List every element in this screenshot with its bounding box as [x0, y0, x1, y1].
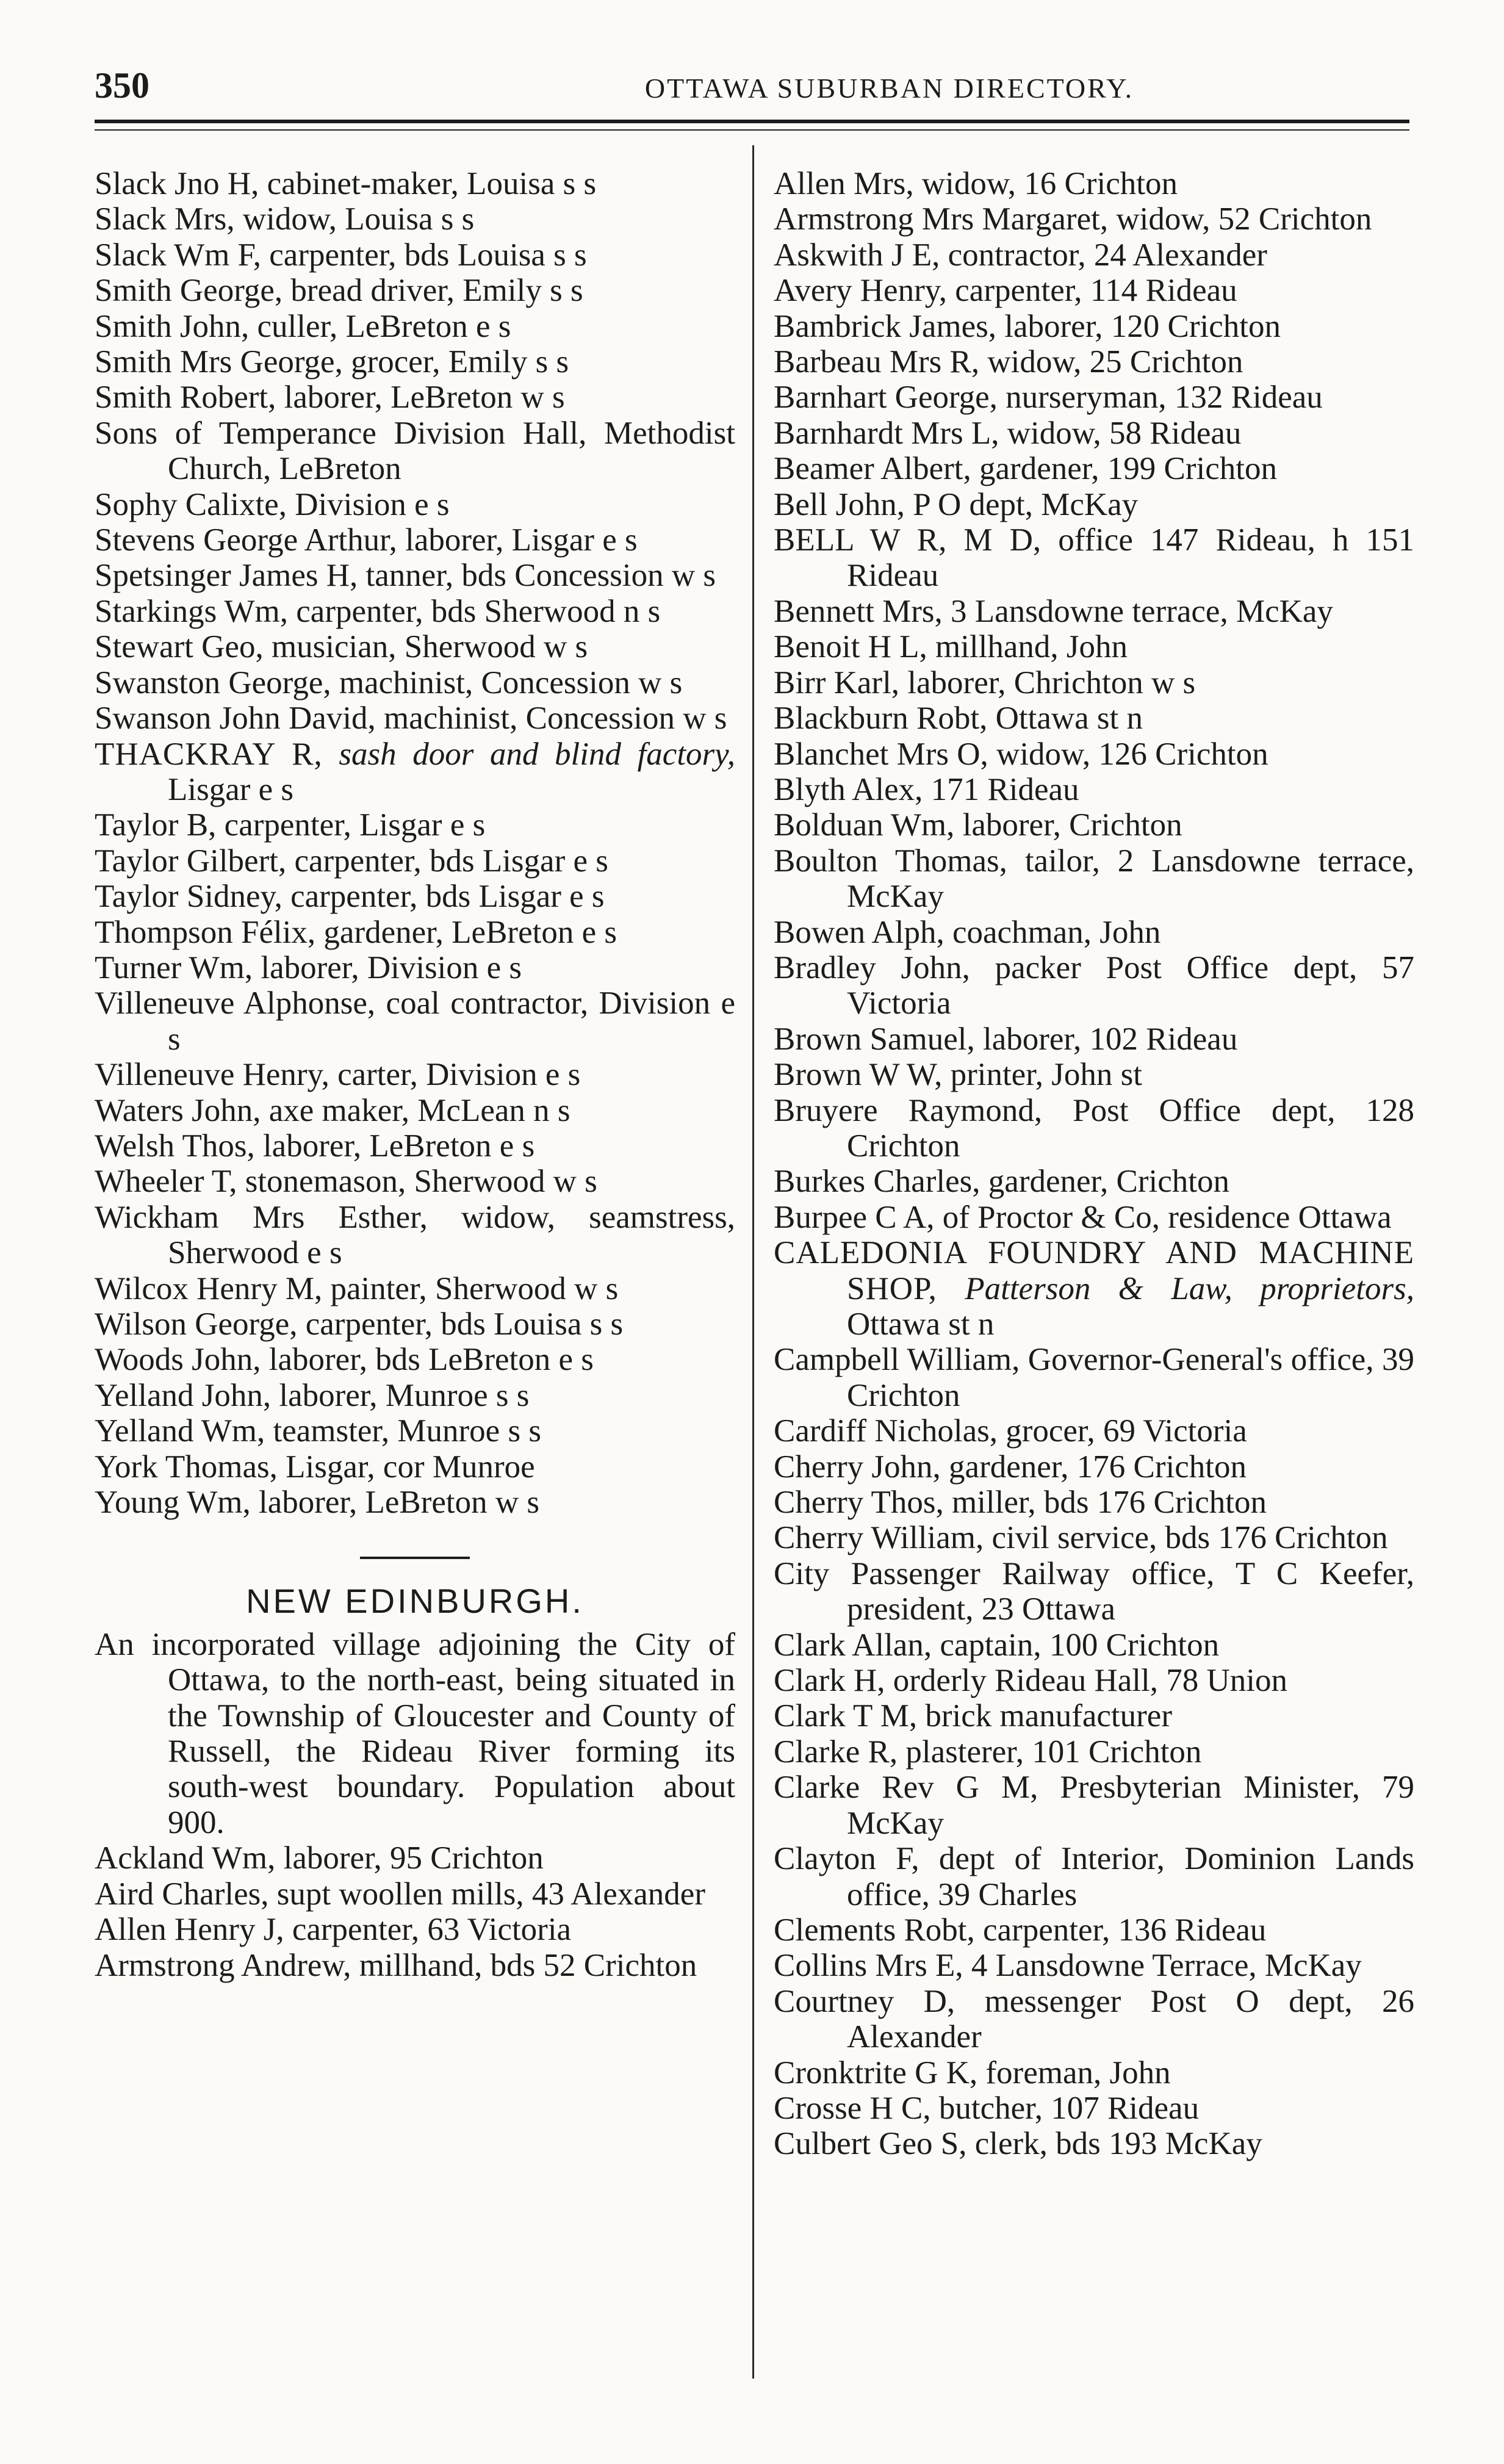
- caledonia-proprietors: Patterson & Law, proprietors,: [965, 1270, 1414, 1306]
- directory-entry: Bennett Mrs, 3 Lansdowne terrace, McKay: [774, 593, 1333, 629]
- directory-entry: Cardiff Nicholas, grocer, 69 Victoria: [774, 1413, 1247, 1449]
- directory-entry: Sophy Calixte, Division e s: [95, 486, 450, 522]
- directory-entry: Burpee C A, of Proctor & Co, residence Ottawa: [774, 1199, 1392, 1235]
- directory-entry: Brown Samuel, laborer, 102 Rideau: [774, 1021, 1238, 1057]
- directory-entry: Clayton F, dept of Interior, Dominion Lands office, 39 Charles: [774, 1841, 1414, 1912]
- directory-entry: Cherry William, civil service, bds 176 Crichton: [774, 1520, 1388, 1556]
- caledonia-address: Ottawa st n: [847, 1306, 995, 1342]
- directory-entry: Spetsinger James H, tanner, bds Concession w s: [95, 558, 716, 594]
- directory-entry: Beamer Albert, gardener, 199 Crichton: [774, 451, 1277, 487]
- column-divider: [752, 145, 754, 2379]
- directory-entry: Ackland Wm, laborer, 95 Crichton: [95, 1840, 544, 1876]
- directory-entry: Villeneuve Alphonse, coal contractor, Division e s: [95, 985, 735, 1057]
- directory-entry: City Passenger Railway office, T C Keefer, president, 23 Ottawa: [774, 1555, 1414, 1627]
- directory-entry: Clements Robt, carpenter, 136 Rideau: [774, 1912, 1267, 1948]
- directory-entry: Stevens George Arthur, laborer, Lisgar e s: [95, 522, 638, 558]
- directory-entry: Allen Mrs, widow, 16 Crichton: [774, 166, 1178, 201]
- directory-entry: Benoit H L, millhand, John: [774, 629, 1128, 665]
- directory-entry: Sons of Temperance Division Hall, Methodist Church, LeBreton: [95, 415, 735, 487]
- directory-entry: Wheeler T, stonemason, Sherwood w s: [95, 1164, 597, 1200]
- directory-entry: Yelland John, laborer, Munroe s s: [95, 1377, 530, 1413]
- directory-entry: Cronktrite G K, foreman, John: [774, 2055, 1171, 2091]
- directory-entry: Smith Robert, laborer, LeBreton w s: [95, 380, 565, 416]
- thackray-business: sash door and blind factory,: [339, 736, 736, 772]
- directory-entry: Crosse H C, butcher, 107 Rideau: [774, 2090, 1200, 2126]
- section-title: NEW EDINBURGH.: [246, 1582, 584, 1621]
- directory-entry: Wilson George, carpenter, bds Louisa s s: [95, 1306, 624, 1342]
- directory-entry: Courtney D, messenger Post O dept, 26 Alexander: [774, 1983, 1414, 2055]
- directory-entry: Bambrick James, laborer, 120 Crichton: [774, 308, 1281, 344]
- directory-entry: Burkes Charles, gardener, Crichton: [774, 1164, 1230, 1200]
- directory-entry: Clark H, orderly Rideau Hall, 78 Union: [774, 1663, 1287, 1699]
- directory-entry: Bradley John, packer Post Office dept, 57 Victoria: [774, 949, 1414, 1021]
- thackray-entry: [95, 737, 735, 808]
- directory-entry: Taylor Sidney, carpenter, bds Lisgar e s: [95, 879, 605, 915]
- running-title: OTTAWA SUBURBAN DIRECTORY.: [644, 73, 1134, 104]
- page-header: [95, 59, 1409, 120]
- directory-entry: Cherry John, gardener, 176 Crichton: [774, 1449, 1247, 1485]
- directory-entry: Slack Wm F, carpenter, bds Louisa s s: [95, 237, 587, 273]
- directory-entry: Bolduan Wm, laborer, Crichton: [774, 807, 1182, 843]
- directory-entry: Taylor B, carpenter, Lisgar e s: [95, 807, 486, 843]
- directory-entry: Campbell William, Governor-General's office, 39 Crichton: [774, 1342, 1414, 1413]
- directory-entry: Clark T M, brick manufacturer: [774, 1698, 1172, 1734]
- directory-entry: Villeneuve Henry, carter, Division e s: [95, 1057, 581, 1093]
- directory-entry: Bruyere Raymond, Post Office dept, 128 Crichton: [774, 1092, 1414, 1164]
- left-column: [95, 166, 735, 1983]
- thackray-address: Lisgar e s: [168, 771, 294, 807]
- directory-entry: Cherry Thos, miller, bds 176 Crichton: [774, 1485, 1267, 1521]
- directory-entry: Askwith J E, contractor, 24 Alexander: [774, 237, 1267, 273]
- directory-entry: Avery Henry, carpenter, 114 Rideau: [774, 273, 1237, 309]
- directory-entry: Turner Wm, laborer, Division e s: [95, 949, 522, 985]
- directory-entry: Blanchet Mrs O, widow, 126 Crichton: [774, 736, 1268, 772]
- directory-entry: Woods John, laborer, bds LeBreton e s: [95, 1342, 594, 1378]
- directory-entry: Clarke R, plasterer, 101 Crichton: [774, 1734, 1202, 1770]
- directory-entry: Armstrong Mrs Margaret, widow, 52 Crichton: [774, 201, 1372, 237]
- directory-entry: BELL W R, M D, office 147 Rideau, h 151 Rideau: [774, 522, 1414, 594]
- directory-entry: Allen Henry J, carpenter, 63 Victoria: [95, 1912, 572, 1948]
- directory-entry: Stewart Geo, musician, Sherwood w s: [95, 629, 588, 665]
- directory-entry: Aird Charles, supt woollen mills, 43 Alexander: [95, 1876, 705, 1912]
- directory-entry: Bowen Alph, coachman, John: [774, 914, 1161, 950]
- directory-entry: Clark Allan, captain, 100 Crichton: [774, 1627, 1220, 1663]
- directory-entry: Armstrong Andrew, millhand, bds 52 Crichton: [95, 1947, 697, 1983]
- directory-entry: Barbeau Mrs R, widow, 25 Crichton: [774, 344, 1243, 380]
- directory-entry: Barnhart George, nurseryman, 132 Rideau: [774, 380, 1323, 416]
- caledonia-entry: [774, 1235, 1414, 1342]
- directory-entry: Culbert Geo S, clerk, bds 193 McKay: [774, 2126, 1262, 2162]
- header-rule-thin: [95, 129, 1409, 131]
- right-column: [774, 166, 1414, 2162]
- directory-entry: Boulton Thomas, tailor, 2 Lansdowne terrace, McKay: [774, 843, 1414, 915]
- directory-entry: Collins Mrs E, 4 Lansdowne Terrace, McKay: [774, 1948, 1362, 1984]
- directory-entry: Wilcox Henry M, painter, Sherwood w s: [95, 1270, 619, 1306]
- directory-entry: Bell John, P O dept, McKay: [774, 486, 1139, 522]
- directory-entry: Welsh Thos, laborer, LeBreton e s: [95, 1128, 535, 1164]
- directory-entry: Swanston George, machinist, Concession w s: [95, 665, 683, 701]
- directory-entry: Brown W W, printer, John st: [774, 1057, 1142, 1093]
- header-rule-thick: [95, 120, 1409, 123]
- directory-entry: Clarke Rev G M, Presbyterian Minister, 79 McKay: [774, 1770, 1414, 1841]
- directory-entry: York Thomas, Lisgar, cor Munroe: [95, 1449, 535, 1485]
- directory-entry: Smith Mrs George, grocer, Emily s s: [95, 344, 569, 380]
- directory-entry: Slack Mrs, widow, Louisa s s: [95, 201, 475, 237]
- thackray-name: THACKRAY R,: [95, 736, 323, 772]
- directory-entry: Swanson John David, machinist, Concession w s: [95, 701, 727, 737]
- directory-entry: Birr Karl, laborer, Chrichton w s: [774, 665, 1196, 701]
- directory-entry: Blackburn Robt, Ottawa st n: [774, 701, 1143, 737]
- caledonia-name: CALEDONIA FOUNDRY AND MACHINE SHOP,: [774, 1235, 1414, 1306]
- directory-entry: Young Wm, laborer, LeBreton w s: [95, 1485, 540, 1521]
- directory-entry: Starkings Wm, carpenter, bds Sherwood n s: [95, 593, 661, 629]
- directory-entry: Yelland Wm, teamster, Munroe s s: [95, 1413, 541, 1449]
- directory-entry: Thompson Félix, gardener, LeBreton e s: [95, 914, 617, 950]
- directory-entry: Taylor Gilbert, carpenter, bds Lisgar e s: [95, 843, 608, 879]
- directory-entry: Wickham Mrs Esther, widow, seamstress, Sherwood e s: [95, 1199, 735, 1271]
- directory-entry: Slack Jno H, cabinet-maker, Louisa s s: [95, 166, 597, 201]
- directory-entry: Smith John, culler, LeBreton e s: [95, 308, 511, 344]
- directory-entry: Barnhardt Mrs L, widow, 58 Rideau: [774, 415, 1242, 451]
- section-divider: [360, 1557, 470, 1559]
- directory-entry: Smith George, bread driver, Emily s s: [95, 273, 583, 309]
- section-intro: An incorporated village adjoining the City of Ottawa, to the north-east, being situated in the Township of Gloucester and County of Russell, the Rideau River forming its south-west boundary. Population about 900.: [95, 1626, 735, 1840]
- page-number: 350: [95, 65, 149, 106]
- directory-entry: Blyth Alex, 171 Rideau: [774, 771, 1079, 807]
- directory-entry: Waters John, axe maker, McLean n s: [95, 1092, 570, 1128]
